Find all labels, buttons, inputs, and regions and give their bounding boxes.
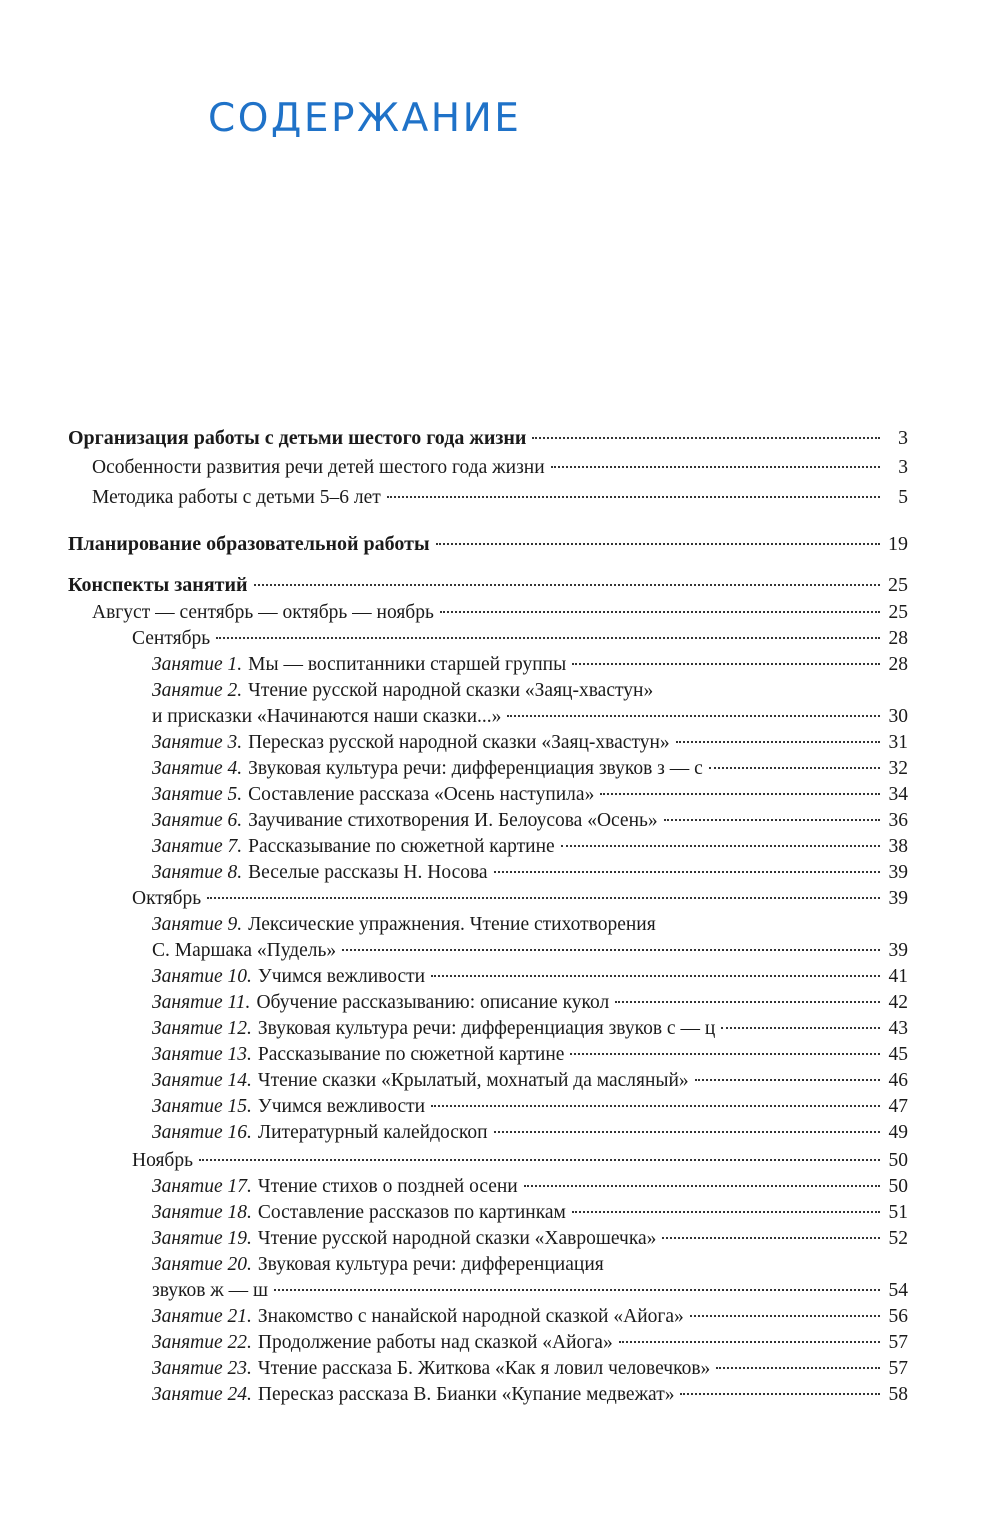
- toc-subsection: [132, 626, 908, 652]
- entry-title: Чтение русской народной сказки «Заяц-хвастун»: [248, 680, 654, 701]
- dot-leader: [436, 543, 880, 545]
- toc-lesson: [152, 1330, 908, 1356]
- toc-subsection: [92, 485, 908, 511]
- page-number: 34: [888, 784, 908, 805]
- toc-lesson: [152, 1094, 908, 1120]
- dot-leader: [561, 845, 880, 847]
- lesson-label: Занятие 20.: [152, 1254, 252, 1275]
- entry-title: Литературный калейдоскоп: [257, 1122, 488, 1143]
- page-number: 30: [888, 706, 908, 727]
- toc-lesson: [152, 652, 908, 678]
- toc-lesson: [152, 1042, 908, 1068]
- dot-leader: [431, 1105, 880, 1107]
- lesson-label: Занятие 17.: [152, 1176, 252, 1197]
- page-number: 49: [888, 1122, 908, 1143]
- page-number: 57: [888, 1332, 908, 1353]
- dot-leader: [709, 767, 880, 769]
- page-number: 3: [898, 457, 908, 478]
- page-number: 28: [888, 628, 908, 649]
- lesson-label: Занятие 21.: [152, 1306, 252, 1327]
- lesson-label: Занятие 13.: [152, 1044, 252, 1065]
- lesson-label: Занятие 23.: [152, 1358, 252, 1379]
- dot-leader: [342, 949, 880, 951]
- entry-title: Звуковая культура речи: дифференциация: [257, 1254, 604, 1275]
- lesson-label: Занятие 18.: [152, 1202, 252, 1223]
- entry-title: Учимся вежливости: [257, 1096, 426, 1117]
- entry-title: Ноябрь: [132, 1150, 193, 1171]
- dot-leader: [662, 1237, 880, 1239]
- page-number: 58: [888, 1384, 908, 1405]
- page-number: 3: [898, 427, 908, 449]
- dot-leader: [676, 741, 880, 743]
- toc-lesson: [152, 834, 908, 860]
- toc-section: [68, 572, 908, 598]
- dot-leader: [619, 1341, 880, 1343]
- page-number: 25: [888, 602, 908, 623]
- toc-subsection: [132, 886, 908, 912]
- dot-leader: [615, 1001, 880, 1003]
- page-number: 39: [888, 888, 908, 909]
- lesson-label: Занятие 10.: [152, 966, 252, 987]
- toc-lesson: [152, 912, 908, 938]
- entry-title: Рассказывание по сюжетной картине: [257, 1044, 565, 1065]
- entry-title: Заучивание стихотворения И. Белоусова «Осень»: [248, 810, 658, 831]
- toc-lesson: [152, 1068, 908, 1094]
- lesson-label: Занятие 15.: [152, 1096, 252, 1117]
- dot-leader: [199, 1159, 880, 1161]
- dot-leader: [387, 496, 880, 498]
- dot-leader: [440, 611, 880, 613]
- page-number: 50: [888, 1150, 908, 1171]
- toc-lesson: [152, 1382, 908, 1408]
- dot-leader: [664, 819, 880, 821]
- toc-lesson: [152, 782, 908, 808]
- dot-leader: [716, 1367, 880, 1369]
- page-number: 47: [888, 1096, 908, 1117]
- dot-leader: [572, 663, 880, 665]
- dot-leader: [690, 1315, 880, 1317]
- page-number: 31: [888, 732, 908, 753]
- toc-lesson: [152, 1016, 908, 1042]
- toc-lesson: [152, 1278, 908, 1304]
- entry-title: Обучение рассказыванию: описание кукол: [256, 992, 610, 1013]
- page-number: 32: [888, 758, 908, 779]
- entry-title: Особенности развития речи детей шестого года жизни: [92, 457, 545, 478]
- page-number: 36: [888, 810, 908, 831]
- dot-leader: [494, 1131, 880, 1133]
- lesson-label: Занятие 9.: [152, 914, 243, 935]
- page-number: 45: [888, 1044, 908, 1065]
- entry-title: Чтение стихов о поздней осени: [257, 1176, 518, 1197]
- entry-title: Пересказ русской народной сказки «Заяц-хвастун»: [248, 732, 670, 753]
- lesson-label: Занятие 14.: [152, 1070, 252, 1091]
- dot-leader: [532, 437, 880, 439]
- page-title: СОДЕРЖАНИЕ: [208, 96, 522, 141]
- lesson-label: Занятие 24.: [152, 1384, 252, 1405]
- lesson-label: Занятие 12.: [152, 1018, 252, 1039]
- dot-leader: [507, 715, 880, 717]
- entry-title: Чтение рассказа Б. Житкова «Как я ловил человечков»: [257, 1358, 711, 1379]
- entry-title: Конспекты занятий: [68, 574, 248, 596]
- toc-section: [68, 425, 908, 451]
- entry-title: Учимся вежливости: [257, 966, 426, 987]
- entry-title: Чтение русской народной сказки «Хаврошечка»: [257, 1228, 657, 1249]
- entry-title: Организация работы с детьми шестого года жизни: [68, 427, 527, 449]
- dot-leader: [572, 1211, 880, 1213]
- dot-leader: [551, 466, 880, 468]
- entry-title: Звуковая культура речи: дифференциация звуков с — ц: [257, 1018, 716, 1039]
- entry-title: Звуковая культура речи: дифференциация звуков з — с: [248, 758, 703, 779]
- entry-title: Рассказывание по сюжетной картине: [248, 836, 555, 857]
- toc-lesson: [152, 704, 908, 730]
- toc-lesson: [152, 1304, 908, 1330]
- toc-lesson: [152, 756, 908, 782]
- entry-title: Лексические упражнения. Чтение стихотворения: [248, 914, 656, 935]
- toc-subsection: [132, 1148, 908, 1174]
- toc-lesson: [152, 808, 908, 834]
- entry-title: Пересказ рассказа В. Бианки «Купание медвежат»: [257, 1384, 675, 1405]
- toc-lesson: [152, 1252, 908, 1278]
- page-number: 5: [898, 487, 908, 508]
- toc-lesson: [152, 1356, 908, 1382]
- entry-title: Август — сентябрь — октябрь — ноябрь: [92, 602, 434, 623]
- entry-title: Продолжение работы над сказкой «Айога»: [257, 1332, 613, 1353]
- lesson-label: Занятие 1.: [152, 654, 243, 675]
- entry-title: звуков ж — ш: [152, 1280, 269, 1301]
- dot-leader: [600, 793, 880, 795]
- dot-leader: [524, 1185, 880, 1187]
- entry-title: Веселые рассказы Н. Носова: [248, 862, 488, 883]
- toc-lesson: [152, 1226, 908, 1252]
- entry-title: Планирование образовательной работы: [68, 533, 430, 555]
- lesson-label: Занятие 22.: [152, 1332, 252, 1353]
- page-number: 52: [888, 1228, 908, 1249]
- page-number: 28: [888, 654, 908, 675]
- page-number: 50: [888, 1176, 908, 1197]
- page-number: 39: [888, 862, 908, 883]
- dot-leader: [216, 637, 880, 639]
- lesson-label: Занятие 11.: [152, 992, 251, 1013]
- page-number: 46: [888, 1070, 908, 1091]
- entry-title: Составление рассказов по картинкам: [257, 1202, 566, 1223]
- entry-title: Чтение сказки «Крылатый, мохнатый да масляный»: [257, 1070, 689, 1091]
- page-number: 38: [888, 836, 908, 857]
- toc-subsection: [92, 455, 908, 481]
- entry-title: Октябрь: [132, 888, 202, 909]
- page-number: 25: [888, 574, 908, 596]
- page-number: 41: [888, 966, 908, 987]
- dot-leader: [431, 975, 880, 977]
- lesson-label: Занятие 7.: [152, 836, 243, 857]
- toc-section: [68, 531, 908, 557]
- entry-title: Методика работы с детьми 5–6 лет: [92, 487, 381, 508]
- entry-title: Мы — воспитанники старшей группы: [248, 654, 567, 675]
- lesson-label: Занятие 3.: [152, 732, 243, 753]
- toc-subsection: [92, 600, 908, 626]
- toc-lesson: [152, 860, 908, 886]
- toc-lesson: [152, 990, 908, 1016]
- entry-title: и присказки «Начинаются наши сказки...»: [152, 706, 502, 727]
- toc-lesson: [152, 1174, 908, 1200]
- page-number: 19: [888, 533, 908, 555]
- page-number: 56: [888, 1306, 908, 1327]
- page-number: 51: [888, 1202, 908, 1223]
- entry-title: Сентябрь: [132, 628, 211, 649]
- lesson-label: Занятие 8.: [152, 862, 243, 883]
- lesson-label: Занятие 19.: [152, 1228, 252, 1249]
- dot-leader: [274, 1289, 880, 1291]
- entry-title: Составление рассказа «Осень наступила»: [248, 784, 595, 805]
- page-number: 42: [888, 992, 908, 1013]
- dot-leader: [680, 1393, 880, 1395]
- dot-leader: [570, 1053, 880, 1055]
- toc-lesson: [152, 1120, 908, 1146]
- dot-leader: [494, 871, 880, 873]
- lesson-label: Занятие 16.: [152, 1122, 252, 1143]
- lesson-label: Занятие 5.: [152, 784, 243, 805]
- entry-title: С. Маршака «Пудель»: [152, 940, 337, 961]
- toc-lesson: [152, 938, 908, 964]
- toc-lesson: [152, 1200, 908, 1226]
- toc-lesson: [152, 964, 908, 990]
- page-number: 39: [888, 940, 908, 961]
- dot-leader: [695, 1079, 880, 1081]
- page-number: 57: [888, 1358, 908, 1379]
- page-number: 43: [888, 1018, 908, 1039]
- dot-leader: [254, 584, 880, 586]
- lesson-label: Занятие 4.: [152, 758, 243, 779]
- dot-leader: [721, 1027, 880, 1029]
- entry-title: Знакомство с нанайской народной сказкой «Айога»: [257, 1306, 684, 1327]
- lesson-label: Занятие 6.: [152, 810, 243, 831]
- page-number: 54: [888, 1280, 908, 1301]
- toc-lesson: [152, 678, 908, 704]
- lesson-label: Занятие 2.: [152, 680, 243, 701]
- toc-lesson: [152, 730, 908, 756]
- dot-leader: [207, 897, 880, 899]
